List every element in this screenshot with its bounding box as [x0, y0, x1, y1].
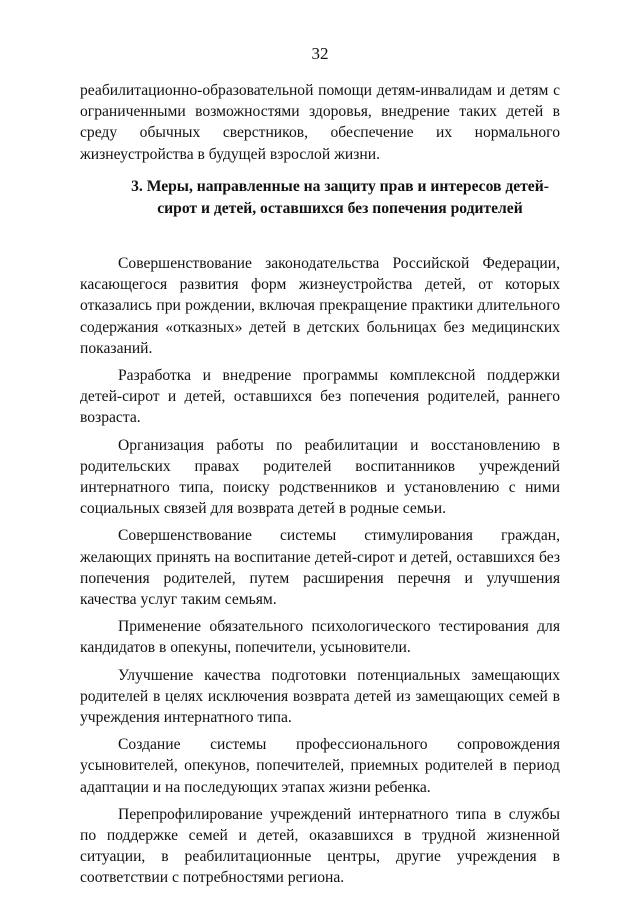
section-heading: 3. Меры, направленные на защиту прав и интересов детей-сирот и детей, оставшихся без попечения родителей: [131, 178, 549, 217]
paragraph: Совершенствование системы стимулирования граждан, желающих принять на воспитание детей-сирот и детей, оставшихся без попечения родителей, путем расширения перечня и улучшения качества услуг таким семьям.: [80, 527, 560, 609]
paragraph: Совершенствование законодательства Российской Федерации, касающегося развития форм жизнеустройства детей, от которых отказались при рождении, включая прекращение практики длительного содержания «отказных» детей в детских больницах без медицинских показаний.: [80, 255, 560, 357]
page-number: 32: [311, 44, 329, 63]
paragraph: Перепрофилирование учреждений интернатного типа в службы по поддержке семей и детей, оказавшихся в трудной жизненной ситуации, в реабилитационные центры, другие учреждения в соответствии с потребностями региона.: [80, 805, 560, 887]
paragraph: Организация работы по реабилитации и восстановлению в родительских правах родителей воспитанников учреждений интернатного типа, поиску родственников и установлению с ними социальных связей для возврата детей в родные семьи.: [80, 436, 560, 518]
paragraph: Улучшение качества подготовки потенциальных замещающих родителей в целях исключения возврата детей из замещающих семей в учреждения интернатного типа.: [80, 666, 560, 727]
section-body: [80, 253, 560, 889]
paragraph: Применение обязательного психологического тестирования для кандидатов в опекуны, попечители, усыновители.: [80, 618, 560, 657]
intro-paragraph: реабилитационно-образовательной помощи детям-инвалидам и детям с ограниченными возможностями здоровья, внедрение таких детей в среду обычных сверстников, обеспечение их нормального жизнеустройства в будущей взрослой жизни.: [80, 82, 560, 163]
paragraph: Создание системы профессионального сопровождения усыновителей, опекунов, попечителей, приемных родителей в период адаптации и на последующих этапах жизни ребенка.: [80, 736, 560, 796]
paragraph: Разработка и внедрение программы комплексной поддержки детей-сирот и детей, оставшихся без попечения родителей, раннего возраста.: [80, 367, 560, 427]
